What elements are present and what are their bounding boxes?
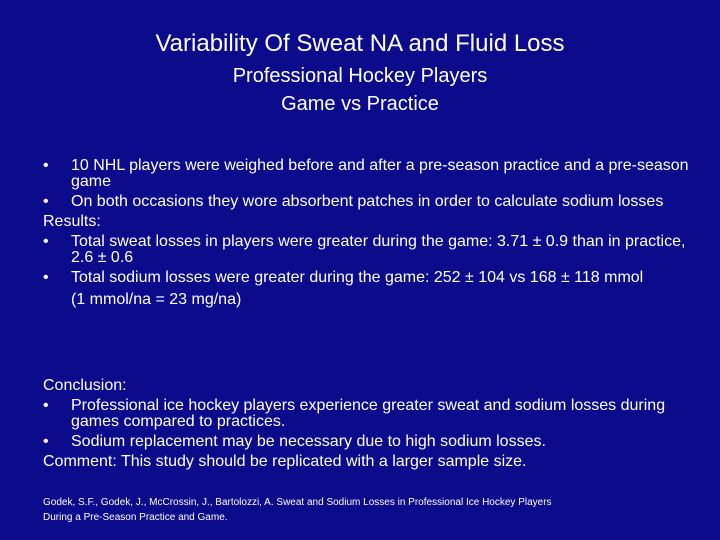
conclusion-heading: Conclusion: [43,377,127,394]
results-heading: Results: [43,213,101,230]
citation [43,495,693,525]
bullet-text: Total sodium losses were greater during the game: 252 ± 104 vs 168 ± 118 mmol [71,269,644,286]
bullet-text: On both occasions they wore absorbent patches in order to calculate sodium losses [71,193,664,210]
bullet-item [43,434,693,450]
bullet-text: Total sweat losses in players were greater during the game: 3.71 ± 0.9 than in practice, 2.6 ± 0.6 [71,233,686,266]
bullet-marker: • [43,233,49,250]
citation-line: Godek, S.F., Godek, J., McCrossin, J., Bartolozzi, A. Sweat and Sodium Losses in Professional Ice Hockey Players [43,497,552,508]
slide-subtitle-2: Game vs Practice [281,93,439,115]
bullet-marker: • [43,157,49,174]
conversion-note-row [43,292,693,308]
bullet-marker: • [43,433,49,450]
bullet-item [43,270,693,286]
bullet-marker: • [43,269,49,286]
bullet-text: 10 NHL players were weighed before and after a pre-season practice and a pre-season game [71,157,689,190]
slide-body [43,158,693,308]
slide-conclusion [43,378,693,470]
bullet-marker: • [43,397,49,414]
comment: Comment: This study should be replicated with a larger sample size. [43,453,527,470]
bullet-text: Sodium replacement may be necessary due to high sodium losses. [71,433,546,450]
bullet-item [43,158,693,190]
slide-title: Variability Of Sweat NA and Fluid Loss [155,30,565,57]
bullet-item [43,234,693,266]
bullet-item [43,194,693,210]
conversion-note: (1 mmol/na = 23 mg/na) [71,291,242,308]
bullet-marker: • [43,193,49,210]
citation-line: During a Pre-Season Practice and Game. [43,512,228,523]
bullet-item [43,398,693,430]
bullet-text: Professional ice hockey players experience greater sweat and sodium losses during games compared to practices. [71,397,666,430]
slide-subtitle-1: Professional Hockey Players [232,65,488,87]
